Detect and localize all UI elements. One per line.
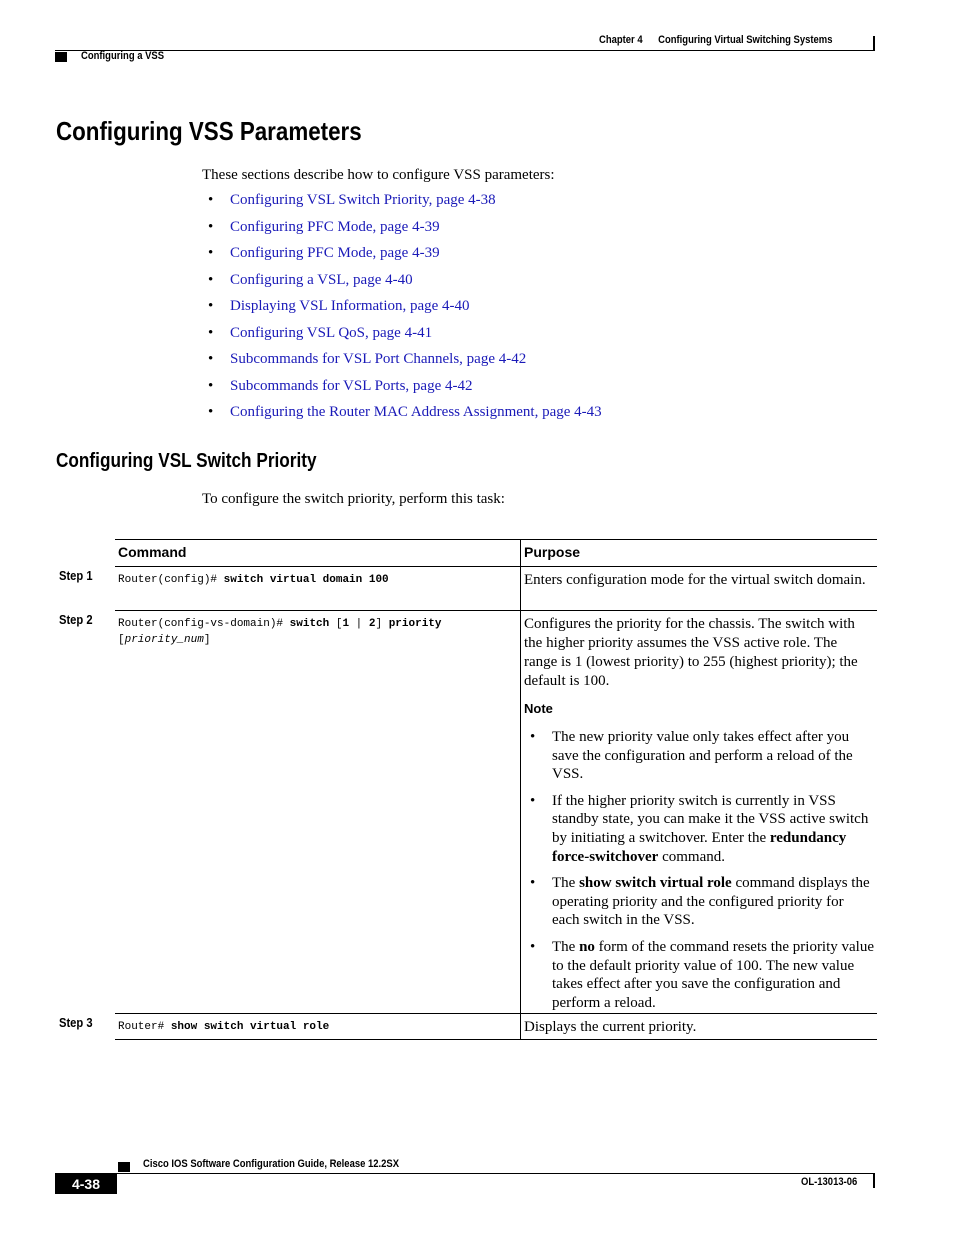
- syntax-pipe: |: [349, 618, 369, 630]
- note-item: [524, 874, 874, 930]
- section-link[interactable]: Displaying VSL Information, page 4-40: [230, 298, 470, 314]
- header-rule: [55, 50, 875, 51]
- command-prompt: Router(config)#: [118, 574, 224, 586]
- syntax-bracket: ]: [203, 634, 211, 646]
- document-number: OL-13013-06: [801, 1176, 858, 1188]
- section-link-list: [202, 192, 602, 431]
- footer-rule: [55, 1173, 875, 1174]
- step-label: Step 3: [59, 1015, 93, 1030]
- note-text: If the higher priority switch is currently in VSS standby state, you can make it the VSS active switch by initiating a switchover. Enter the: [552, 792, 869, 846]
- list-item: [202, 298, 602, 325]
- list-item: [202, 219, 602, 246]
- note-text: command displays the operating priority and the configured priority for each switch in the VSS.: [552, 875, 870, 929]
- note-list: [524, 728, 874, 1012]
- command-keyword: switch virtual domain 100: [223, 574, 389, 586]
- command-keyword: priority: [388, 618, 442, 630]
- command-prompt: Router#: [118, 1021, 171, 1033]
- note-item: [524, 728, 874, 784]
- bullet-icon: •: [208, 192, 214, 208]
- chapter-number: Chapter 4: [599, 34, 643, 46]
- footer-block-marker: [118, 1162, 130, 1172]
- column-header-command: Command: [118, 544, 187, 560]
- note-command: no: [579, 938, 595, 955]
- subsection-intro: To configure the switch priority, perform this task:: [202, 491, 505, 507]
- bullet-icon: •: [208, 377, 214, 394]
- table-header-row: [115, 540, 877, 567]
- list-item: [202, 325, 602, 352]
- bullet-icon: •: [208, 404, 214, 420]
- command-option: 2: [368, 618, 376, 630]
- note-text: form of the command resets the priority value to the default priority value of 100. The new value takes effect after you save the configuration and perform a reload.: [552, 938, 875, 1011]
- bullet-icon: •: [530, 938, 536, 955]
- column-header-purpose: Purpose: [520, 540, 877, 566]
- list-item: [202, 245, 602, 272]
- purpose-cell: Displays the current priority.: [520, 1014, 877, 1039]
- command-option: 1: [342, 618, 350, 630]
- note-text: The: [552, 938, 580, 955]
- section-link[interactable]: Configuring PFC Mode, page 4-39: [230, 218, 440, 235]
- page-title: Configuring VSS Parameters: [56, 116, 362, 146]
- command-keyword: show switch virtual role: [170, 1021, 330, 1033]
- list-item: [202, 351, 602, 378]
- step-label: Step 2: [59, 612, 93, 627]
- note-label: Note: [524, 701, 553, 716]
- syntax-bracket: ]: [375, 618, 389, 630]
- section-link[interactable]: Configuring a VSL, page 4-40: [230, 271, 413, 288]
- table-row: [115, 1014, 877, 1040]
- chapter-title: Configuring Virtual Switching Systems: [658, 34, 833, 46]
- command-cell: [115, 1014, 520, 1040]
- purpose-cell: Enters configuration mode for the virtual switch domain.: [520, 567, 877, 610]
- note-text: The: [552, 875, 580, 892]
- section-link[interactable]: Configuring the Router MAC Address Assignment, page 4-43: [230, 404, 602, 420]
- bullet-icon: •: [530, 729, 536, 745]
- list-item: [202, 404, 602, 431]
- note-item: [524, 792, 874, 866]
- section-link[interactable]: Configuring VSL QoS, page 4-41: [230, 324, 433, 341]
- bullet-icon: •: [208, 271, 214, 288]
- footer-vertical-bar: [873, 1174, 875, 1188]
- command-argument: priority_num: [124, 634, 204, 646]
- syntax-bracket: [: [118, 634, 125, 646]
- bullet-icon: •: [208, 218, 214, 235]
- command-prompt: Router(config-vs-domain)#: [118, 618, 290, 630]
- purpose-text: Configures the priority for the chassis. The switch with the higher priority assumes the VSS active role. The range is 1 (lowest priority) to 255 (highest priority); the default is 100.: [524, 616, 858, 689]
- bullet-icon: •: [208, 351, 214, 367]
- page-number: 4-38: [55, 1174, 117, 1194]
- running-header-section: Configuring a VSS: [81, 50, 165, 62]
- note-command: show switch virtual role: [579, 875, 732, 892]
- purpose-cell: [520, 611, 877, 1013]
- section-link[interactable]: Subcommands for VSL Ports, page 4-42: [230, 377, 473, 394]
- command-cell: [115, 567, 520, 593]
- step-label: Step 1: [59, 568, 93, 583]
- subsection-title: Configuring VSL Switch Priority: [56, 450, 317, 472]
- section-link[interactable]: Configuring PFC Mode, page 4-39: [230, 245, 440, 261]
- note-text: command.: [658, 848, 725, 865]
- table-row: [115, 611, 877, 1014]
- section-link[interactable]: Subcommands for VSL Port Channels, page 4-42: [230, 351, 527, 367]
- intro-text: These sections describe how to configure VSS parameters:: [202, 167, 555, 183]
- bullet-icon: •: [208, 324, 214, 341]
- command-cell: [115, 611, 520, 653]
- note-item: [524, 938, 874, 1012]
- header-block-marker: [55, 52, 67, 62]
- list-item: [202, 378, 602, 405]
- note-text: The new priority value only takes effect after you save the configuration and perform a reload of the VSS.: [552, 729, 853, 783]
- bullet-icon: •: [208, 298, 214, 314]
- note-command: redundancy force-switchover: [552, 829, 847, 865]
- command-keyword: switch: [289, 618, 330, 630]
- table-row: [115, 567, 877, 611]
- syntax-bracket: [: [329, 618, 343, 630]
- bullet-icon: •: [530, 875, 536, 892]
- section-link[interactable]: Configuring VSL Switch Priority, page 4-38: [230, 192, 496, 208]
- list-item: [202, 192, 602, 219]
- header-vertical-bar: [873, 36, 875, 50]
- bullet-icon: •: [208, 245, 214, 261]
- footer-guide-title: Cisco IOS Software Configuration Guide, Release 12.2SX: [143, 1158, 400, 1170]
- bullet-icon: •: [530, 792, 536, 809]
- running-header-chapter: [599, 34, 832, 46]
- list-item: [202, 272, 602, 299]
